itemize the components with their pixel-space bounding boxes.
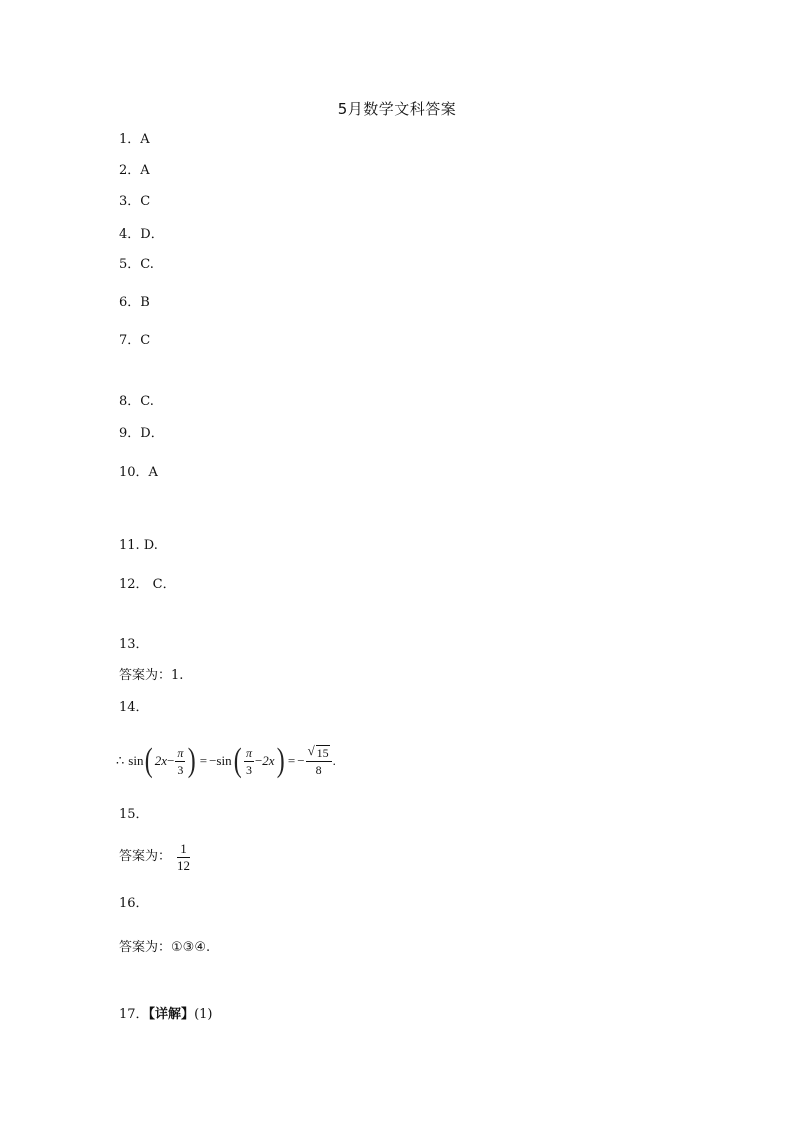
answer-7: 7．C [119, 333, 151, 348]
right-paren: ) [188, 742, 197, 779]
answer-13-result [119, 668, 183, 684]
answer-15-numerator: 1 [177, 842, 190, 858]
right-paren-2: ) [276, 742, 285, 779]
two-x-term-2: 2x [262, 753, 275, 768]
answer-16-result [119, 940, 210, 956]
answer-9: 9．D． [119, 426, 164, 441]
answer-15-label: 答案为： [119, 849, 172, 864]
negative-sign: − [297, 753, 305, 768]
equals-sign: = [199, 753, 208, 768]
answer-16-number: 16． [119, 896, 149, 911]
answer-11: 11. D. [119, 538, 158, 553]
fraction-numerator-2: π [245, 745, 252, 760]
answer-10: 10．A [119, 465, 158, 480]
formula-end-period: . [332, 753, 336, 768]
answer-5: 5．C. [119, 257, 154, 272]
neg-sin-function: −sin [209, 753, 232, 768]
answer-14-formula [116, 738, 336, 784]
answer-15-number: 15． [119, 807, 149, 822]
equals-sign-2: = [287, 753, 296, 768]
pi-over-3-fraction [175, 746, 185, 777]
q17-number: 17． [119, 1007, 149, 1022]
q17-label: 【详解】 [148, 1007, 195, 1022]
answer-15-denominator: 12 [177, 858, 190, 873]
answer-14-number: 14． [119, 700, 149, 715]
answer-6: 6．B [119, 295, 150, 310]
sqrt-numerator [306, 742, 332, 762]
sqrt-symbol [307, 742, 330, 760]
radicand: 15 [316, 745, 329, 760]
radical-sign: √ [307, 742, 315, 758]
fraction-numerator: π [177, 745, 184, 760]
answer-4: 4．D． [119, 227, 164, 242]
therefore-symbol: ∴ [116, 753, 125, 768]
answer-value: 1. [171, 668, 184, 683]
two-x-term: 2x [154, 753, 168, 768]
sqrt15-over-8-fraction [306, 742, 332, 777]
q17-part: (1) [194, 1007, 213, 1022]
fraction-denominator: 3 [177, 762, 184, 777]
answer-15-fraction [177, 842, 190, 873]
answer-8: 8．C. [119, 394, 154, 409]
answer-1: 1．A [119, 132, 150, 147]
question-17-heading [119, 1007, 212, 1023]
answer-label: 答案为： [119, 668, 172, 683]
minus-sign-2: − [254, 753, 263, 768]
fraction-denominator-2: 3 [245, 762, 252, 777]
left-paren-2: ( [233, 742, 242, 779]
left-paren: ( [145, 742, 154, 779]
fraction-denominator-3: 8 [315, 762, 322, 777]
answer-3: 3．C [119, 194, 151, 209]
answer-16-value: ①③④. [171, 940, 211, 955]
answer-16-label: 答案为： [119, 940, 172, 955]
minus-sign: − [167, 753, 175, 768]
answer-2: 2．A [119, 163, 150, 178]
answer-13-number: 13． [119, 637, 149, 652]
page-title: 5月数学文科答案 [337, 100, 457, 118]
pi-over-3-fraction-2 [244, 746, 254, 777]
sin-function: sin [128, 753, 144, 768]
answer-12: 12． C． [119, 577, 176, 592]
